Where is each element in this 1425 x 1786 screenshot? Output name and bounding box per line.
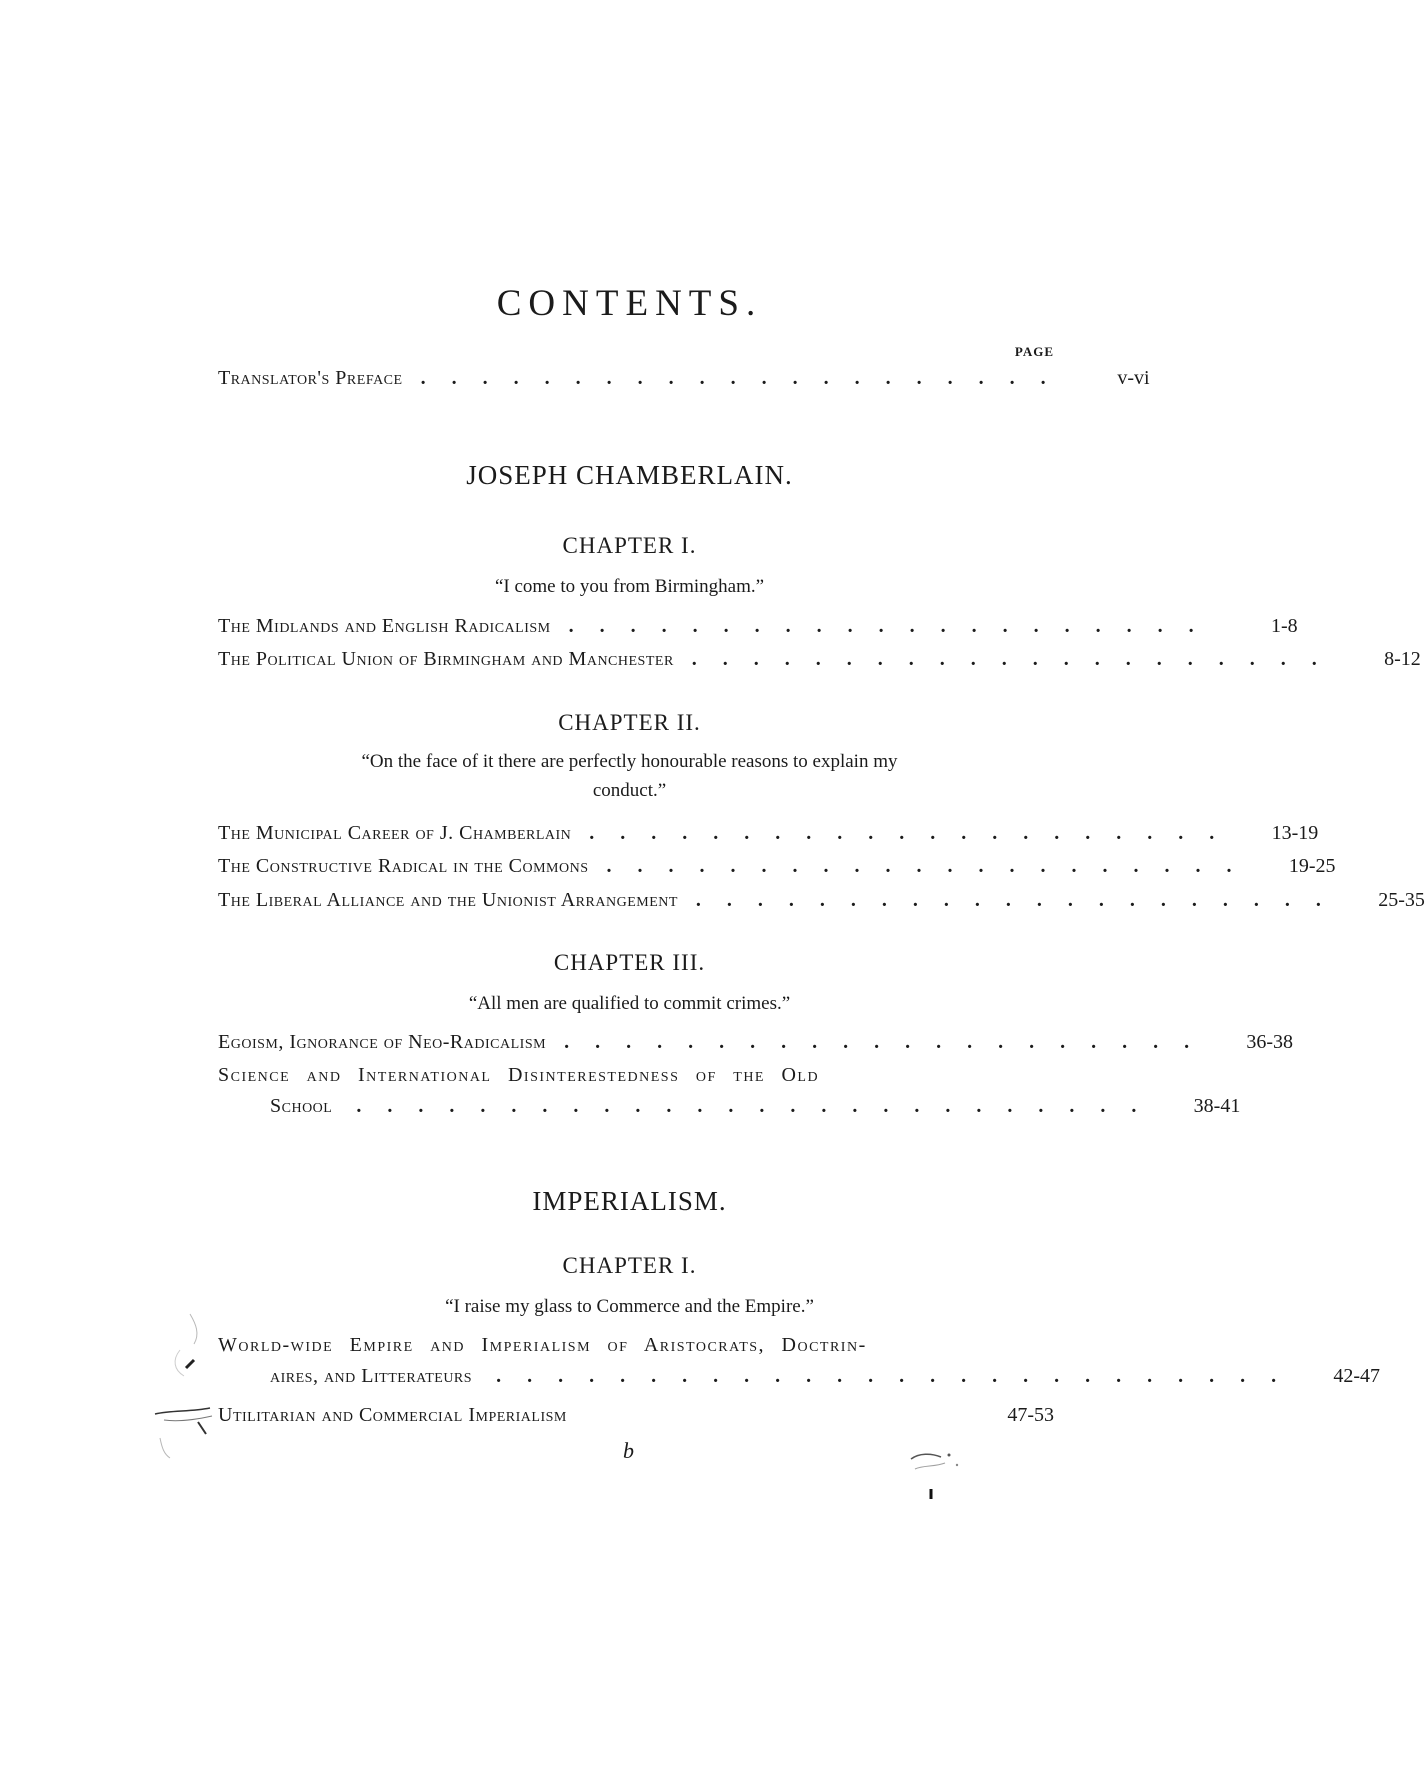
entry-pages: 38-41 [1193,1095,1241,1117]
chapter-epigraph: “I raise my glass to Commerce and the Empire.” [445,1296,814,1317]
toc-entry-preface[interactable] [218,367,1150,397]
entry-label-line2: School [270,1095,333,1117]
toc-entry[interactable] [218,889,1425,919]
dot-leader: ..................... [695,889,1347,911]
entry-label: Utilitarian and Commercial Imperialism [218,1404,567,1426]
margin-smudge-right [905,1445,975,1505]
dot-leader: ..................... [564,1031,1216,1053]
entry-label: The Municipal Career of J. Chamberlain [218,822,572,844]
page-column-header: PAGE [1014,344,1054,359]
chapter-title: CHAPTER I. [562,1253,697,1278]
entry-label: The Constructive Radical in the Commons [218,855,589,877]
dot-leader: ..................... [420,367,1072,389]
dot-leader: ..................... [691,648,1343,670]
toc-entry-two-line[interactable] [218,1334,1381,1388]
entry-label-line1: Science and International Disinterestedness of the Old [218,1064,820,1086]
contents-title: CONTENTS. [496,283,763,324]
toc-entry[interactable] [218,1031,1294,1061]
entry-pages: 8-12 [1384,648,1421,670]
chapter-epigraph-line1: “On the face of it there are perfectly honourable reasons to explain my [361,751,898,772]
entry-pages: 25-35 [1378,889,1425,911]
entry-label: The Liberal Alliance and the Unionist Arrangement [218,889,678,911]
toc-entry-two-line[interactable] [218,1064,1241,1118]
toc-entry[interactable] [218,648,1421,678]
part-title: IMPERIALISM. [532,1186,727,1216]
chapter-title: CHAPTER I. [562,533,697,558]
dot-leader: ..................... [606,855,1258,877]
entry-label: Translator's Preface [218,367,403,389]
toc-entry[interactable] [218,822,1319,852]
dot-leader: ..................... [589,822,1241,844]
toc-entry[interactable] [218,1404,1054,1434]
entry-pages: 13-19 [1271,822,1319,844]
toc-entry[interactable] [218,615,1298,645]
entry-pages: 19-25 [1288,855,1336,877]
page-folio: b [623,1438,634,1463]
entry-pages: v-vi [1117,367,1150,389]
dot-leader: .......................... [496,1365,1303,1387]
entry-label: The Midlands and English Radicalism [218,615,551,637]
toc-entry[interactable] [218,855,1336,885]
chapter-epigraph-line2: conduct.” [592,780,667,801]
entry-label: The Political Union of Birmingham and Manchester [218,648,674,670]
chapter-epigraph: “All men are qualified to commit crimes.” [468,993,791,1014]
chapter-epigraph: “I come to you from Birmingham.” [494,576,765,597]
dot-leader: ..................... [568,615,1220,637]
entry-pages: 47-53 [1007,1404,1054,1426]
chapter-title: CHAPTER III. [553,950,706,975]
entry-pages: 36-38 [1246,1031,1294,1053]
entry-label: Egoism, Ignorance of Neo-Radicalism [218,1031,547,1053]
entry-label-line1: World-wide Empire and Imperialism of Aristocrats, Doctrin- [218,1334,867,1356]
entry-pages: 1-8 [1270,615,1298,637]
dot-leader: .......................... [356,1095,1163,1117]
chapter-title: CHAPTER II. [558,710,701,735]
margin-smudge-left [150,1310,240,1460]
part-title: JOSEPH CHAMBERLAIN. [466,460,793,490]
entry-pages: 42-47 [1333,1365,1381,1387]
entry-label-line2: aires, and Litterateurs [270,1365,473,1387]
